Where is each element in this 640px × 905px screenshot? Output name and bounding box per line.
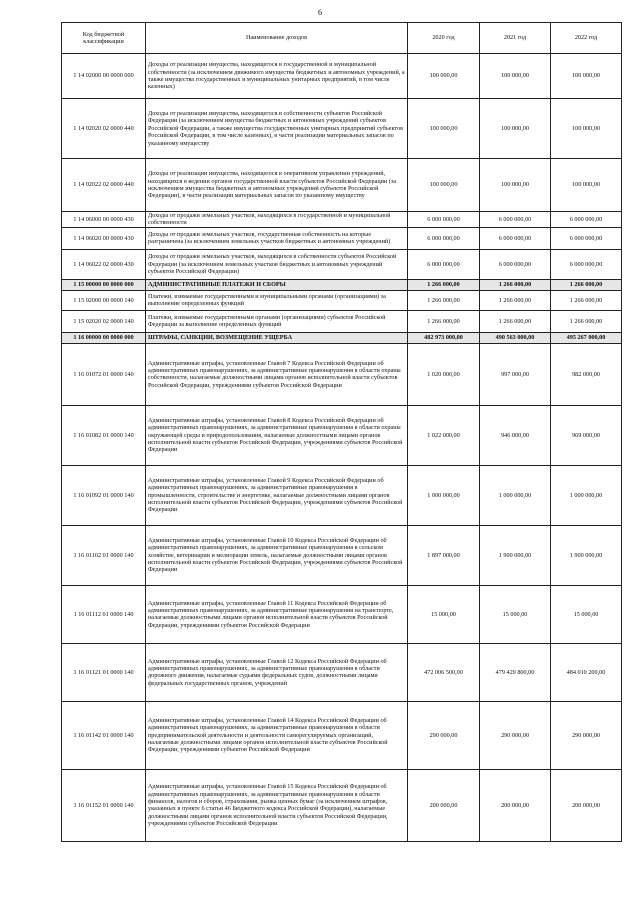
row-value-2020: 472 006 500,00 bbox=[408, 643, 480, 701]
row-value-2022: 969 000,00 bbox=[551, 405, 622, 465]
row-code: 1 16 01121 01 0000 140 bbox=[62, 643, 146, 701]
row-name: Платежи, взимаемые государственными органами (организациями) субъектов Российской Федерации за выполнение определенных функций bbox=[146, 310, 408, 332]
table-row bbox=[62, 405, 622, 465]
row-code: 1 15 02000 00 0000 140 bbox=[62, 290, 146, 310]
row-value-2020: 6 000 000,00 bbox=[408, 227, 480, 249]
row-value-2022: 200 000,00 bbox=[551, 769, 622, 841]
row-value-2022: 1 266 000,00 bbox=[551, 310, 622, 332]
table-row bbox=[62, 249, 622, 279]
table-body bbox=[62, 54, 622, 842]
row-value-2021: 200 000,00 bbox=[480, 769, 551, 841]
row-value-2020: 1 266 000,00 bbox=[408, 279, 480, 290]
row-value-2022: 1 900 000,00 bbox=[551, 525, 622, 585]
row-value-2020: 1 266 000,00 bbox=[408, 310, 480, 332]
row-value-2022: 6 000 000,00 bbox=[551, 212, 622, 228]
row-value-2021: 479 429 800,00 bbox=[480, 643, 551, 701]
row-code: 1 14 02020 02 0000 440 bbox=[62, 99, 146, 159]
row-value-2022: 495 267 000,00 bbox=[551, 332, 622, 343]
row-value-2021: 6 000 000,00 bbox=[480, 227, 551, 249]
row-value-2020: 200 000,00 bbox=[408, 769, 480, 841]
header-2022: 2022 год bbox=[551, 23, 622, 54]
row-code: 1 16 00000 00 0000 000 bbox=[62, 332, 146, 343]
row-value-2022: 100 000,00 bbox=[551, 99, 622, 159]
table-row bbox=[62, 643, 622, 701]
row-code: 1 15 00000 00 0000 000 bbox=[62, 279, 146, 290]
row-code: 1 14 02000 00 0000 000 bbox=[62, 54, 146, 99]
row-code: 1 14 06000 00 0000 430 bbox=[62, 212, 146, 228]
header-2021: 2021 год bbox=[480, 23, 551, 54]
header-2020: 2020 год bbox=[408, 23, 480, 54]
row-name: Административные штрафы, установленные Главой 14 Кодекса Российской Федерации об административных правонарушениях, за административные правонарушения в области предпринимательской деятельности и деятельности саморегулируемых организаций, налагаемые должностными лицами органов исполнительной власти субъектов Российской Федерации, учреждениями субъектов Российской Федерации bbox=[146, 701, 408, 769]
row-code: 1 14 06020 00 0000 430 bbox=[62, 227, 146, 249]
row-code: 1 15 02020 02 0000 140 bbox=[62, 310, 146, 332]
row-value-2021: 946 000,00 bbox=[480, 405, 551, 465]
row-name: Административные штрафы, установленные Главой 10 Кодекса Российской Федерации об административных правонарушениях, за административные правонарушения в сельском хозяйстве, ветеринарии и мелиорации земель, налагаемые должностными лицами органов исполнительной власти субъектов Российской Федерации, учреждениями субъектов Российской Федерации bbox=[146, 525, 408, 585]
row-value-2022: 6 000 000,00 bbox=[551, 249, 622, 279]
table-row bbox=[62, 310, 622, 332]
row-value-2020: 100 000,00 bbox=[408, 54, 480, 99]
row-name: Доходы от реализации имущества, находящегося в собственности субъектов Российской Федерации (за исключением имущества бюджетных и автономных учреждений субъектов Российской Федерации, а также имущества государственных унитарных предприятий субъектов Российской Федерации, в том числе казенных), в части реализации материальных запасов по указанному имуществу bbox=[146, 99, 408, 159]
table-row bbox=[62, 701, 622, 769]
row-name: Платежи, взимаемые государственными и муниципальными органами (организациями) за выполнение определенных функций bbox=[146, 290, 408, 310]
table-row bbox=[62, 212, 622, 228]
table-row bbox=[62, 227, 622, 249]
table-row bbox=[62, 159, 622, 212]
row-code: 1 16 01142 01 0000 140 bbox=[62, 701, 146, 769]
row-value-2022: 982 000,00 bbox=[551, 343, 622, 405]
table-row bbox=[62, 343, 622, 405]
row-value-2021: 1 266 000,00 bbox=[480, 279, 551, 290]
header-code: Код бюджетной классификации bbox=[62, 23, 146, 54]
row-value-2021: 290 000,00 bbox=[480, 701, 551, 769]
row-name: Административные штрафы, установленные Главой 15 Кодекса Российской Федерации об административных правонарушениях, за административные правонарушения в области финансов, налогов и сборов, страхования, рынка ценных бумаг (за исключением штрафов, указанных в пункте 6 статьи 46 Бюджетного кодекса Российской Федерации), налагаемые должностными лицами органов исполнительной власти субъектов Российской Федерации, учреждениями субъектов Российской Федерации bbox=[146, 769, 408, 841]
row-value-2021: 1 000 000,00 bbox=[480, 465, 551, 525]
row-value-2022: 1 000 000,00 bbox=[551, 465, 622, 525]
table-row bbox=[62, 290, 622, 310]
section-row bbox=[62, 279, 622, 290]
row-name: Доходы от продажи земельных участков, государственная собственность на которые разграничена (за исключением земельных участков бюджетных и автономных учреждений) bbox=[146, 227, 408, 249]
budget-revenue-table bbox=[61, 22, 622, 842]
row-value-2021: 15 000,00 bbox=[480, 585, 551, 643]
row-code: 1 16 01152 01 0000 140 bbox=[62, 769, 146, 841]
row-value-2022: 290 000,00 bbox=[551, 701, 622, 769]
row-name: Административные штрафы, установленные Главой 9 Кодекса Российской Федерации об административных правонарушениях, за административные правонарушения в промышленности, строительстве и энергетике, налагаемые должностными лицами органов исполнительной власти субъектов Российской Федерации, учреждениями субъектов Российской Федерации bbox=[146, 465, 408, 525]
row-code: 1 14 02022 02 0000 440 bbox=[62, 159, 146, 212]
row-value-2020: 6 000 000,00 bbox=[408, 249, 480, 279]
row-code: 1 16 01102 01 0000 140 bbox=[62, 525, 146, 585]
row-code: 1 14 06022 02 0000 430 bbox=[62, 249, 146, 279]
section-row bbox=[62, 332, 622, 343]
row-value-2020: 1 266 000,00 bbox=[408, 290, 480, 310]
row-value-2021: 6 000 000,00 bbox=[480, 212, 551, 228]
row-code: 1 16 01092 01 0000 140 bbox=[62, 465, 146, 525]
row-value-2021: 6 000 000,00 bbox=[480, 249, 551, 279]
row-value-2021: 100 000,00 bbox=[480, 159, 551, 212]
row-value-2021: 490 563 000,00 bbox=[480, 332, 551, 343]
row-value-2021: 1 266 000,00 bbox=[480, 310, 551, 332]
table-row bbox=[62, 99, 622, 159]
row-value-2020: 1 897 000,00 bbox=[408, 525, 480, 585]
header-name: Наименование доходов bbox=[146, 23, 408, 54]
row-value-2022: 6 000 000,00 bbox=[551, 227, 622, 249]
table-row bbox=[62, 585, 622, 643]
row-value-2022: 484 010 200,00 bbox=[551, 643, 622, 701]
row-value-2020: 100 000,00 bbox=[408, 159, 480, 212]
row-name: Доходы от реализации имущества, находящегося в оперативном управлении учреждений, находящихся в ведении органов государственной власти субъектов Российской Федерации (за исключением имущества бюджетных и автономных учреждений субъектов Российской Федерации), в части реализации материальных запасов по указанному имуществу bbox=[146, 159, 408, 212]
row-name: Доходы от продажи земельных участков, находящихся в государственной и муниципальной собственности bbox=[146, 212, 408, 228]
row-value-2021: 100 000,00 bbox=[480, 99, 551, 159]
row-value-2020: 100 000,00 bbox=[408, 99, 480, 159]
row-name: ШТРАФЫ, САНКЦИИ, ВОЗМЕЩЕНИЕ УЩЕРБА bbox=[146, 332, 408, 343]
row-name: АДМИНИСТРАТИВНЫЕ ПЛАТЕЖИ И СБОРЫ bbox=[146, 279, 408, 290]
row-name: Доходы от продажи земельных участков, находящихся в собственности субъектов Российской Федерации (за исключением земельных участков бюджетных и автономных учреждений субъектов Российской Федерации) bbox=[146, 249, 408, 279]
row-value-2021: 1 900 000,00 bbox=[480, 525, 551, 585]
table-row bbox=[62, 465, 622, 525]
row-value-2020: 6 000 000,00 bbox=[408, 212, 480, 228]
row-value-2020: 482 973 000,00 bbox=[408, 332, 480, 343]
row-value-2022: 100 000,00 bbox=[551, 54, 622, 99]
row-name: Административные штрафы, установленные Главой 12 Кодекса Российской Федерации об административных правонарушениях, за административные правонарушения в области дорожного движения, налагаемые судьями федеральных судов, должностными лицами федеральных государственных органов, учреждений bbox=[146, 643, 408, 701]
row-name: Административные штрафы, установленные Главой 8 Кодекса Российской Федерации об административных правонарушениях, за административные правонарушения в области охраны окружающей среды и природопользования, налагаемые должностными лицами органов исполнительной власти субъектов Российской Федерации, учреждениями субъектов Российской Федерации bbox=[146, 405, 408, 465]
page-number: 6 bbox=[318, 8, 322, 17]
row-value-2022: 100 000,00 bbox=[551, 159, 622, 212]
row-name: Административные штрафы, установленные Главой 7 Кодекса Российской Федерации об административных правонарушениях, за административные правонарушения в области охраны собственности, налагаемые должностными лицами органов исполнительной власти субъектов Российской Федерации, учреждениями субъектов Российской Федерации bbox=[146, 343, 408, 405]
row-value-2022: 15 000,00 bbox=[551, 585, 622, 643]
row-value-2020: 290 000,00 bbox=[408, 701, 480, 769]
row-value-2021: 100 000,00 bbox=[480, 54, 551, 99]
table-row bbox=[62, 54, 622, 99]
table-row bbox=[62, 769, 622, 841]
row-code: 1 16 01082 01 0000 140 bbox=[62, 405, 146, 465]
row-value-2021: 1 266 000,00 bbox=[480, 290, 551, 310]
row-code: 1 16 01112 01 0000 140 bbox=[62, 585, 146, 643]
row-value-2021: 997 000,00 bbox=[480, 343, 551, 405]
row-value-2020: 15 000,00 bbox=[408, 585, 480, 643]
row-value-2022: 1 266 000,00 bbox=[551, 290, 622, 310]
row-name: Доходы от реализации имущества, находящегося в государственной и муниципальной собственности (за исключением движимого имущества бюджетных и автономных учреждений, а также имущества государственных и муниципальных унитарных предприятий, в том числе казенных) bbox=[146, 54, 408, 99]
row-value-2020: 1 000 000,00 bbox=[408, 465, 480, 525]
table-row bbox=[62, 525, 622, 585]
row-code: 1 16 01072 01 0000 140 bbox=[62, 343, 146, 405]
row-value-2020: 1 020 000,00 bbox=[408, 343, 480, 405]
row-value-2020: 1 022 000,00 bbox=[408, 405, 480, 465]
row-value-2022: 1 266 000,00 bbox=[551, 279, 622, 290]
table-header bbox=[62, 23, 622, 54]
row-name: Административные штрафы, установленные Главой 11 Кодекса Российской Федерации об административных правонарушениях, за административные правонарушения на транспорте, налагаемые должностными лицами органов исполнительной власти субъектов Российской Федерации, учреждениями субъектов Российской Федерации bbox=[146, 585, 408, 643]
